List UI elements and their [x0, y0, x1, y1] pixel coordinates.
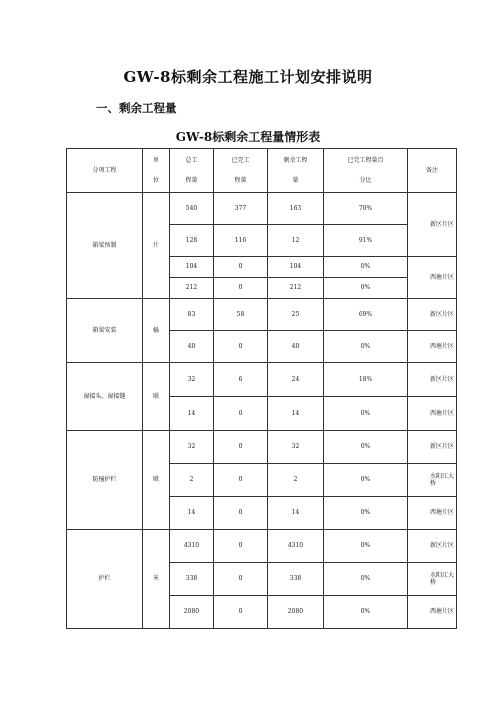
cell-remark: 新区片区: [408, 530, 457, 563]
cell-remaining: 40: [268, 331, 324, 363]
table-row: [67, 363, 457, 397]
cell-remaining: 104: [268, 257, 324, 278]
cell-total: 83: [170, 299, 214, 331]
table-title: GW-8标剩余工程量情形表: [175, 130, 321, 144]
cell-remark: 水阳江大桥: [408, 563, 457, 596]
cell-total: 128: [170, 225, 214, 257]
item-unit: 联: [143, 431, 170, 530]
cell-remaining: 12: [268, 225, 324, 257]
item-unit: 联: [143, 363, 170, 431]
cell-remark: 新区片区: [408, 299, 457, 331]
cell-done: 0: [214, 497, 268, 530]
cell-percent: 0%: [324, 431, 408, 464]
cell-done: 0: [214, 397, 268, 431]
cell-done: 0: [214, 464, 268, 497]
section-heading: 一、剩余工程量: [96, 101, 177, 115]
cell-total: 40: [170, 331, 214, 363]
header-total: 总工 程量: [170, 149, 214, 193]
cell-percent: 0%: [324, 563, 408, 596]
cell-total: 4310: [170, 530, 214, 563]
cell-percent: 69%: [324, 299, 408, 331]
cell-remark: 新区片区: [408, 431, 457, 464]
cell-remaining: 24: [268, 363, 324, 397]
document-title: GW-8标剩余工程施工计划安排说明: [123, 68, 373, 86]
cell-total: 14: [170, 397, 214, 431]
cell-remark: 新区片区: [408, 363, 457, 397]
cell-done: 0: [214, 331, 268, 363]
header-done: 已完工 程量: [214, 149, 268, 193]
cell-percent: 0%: [324, 497, 408, 530]
remaining-work-table: [66, 148, 457, 629]
item-unit: 片: [143, 193, 170, 299]
cell-remark: 新区片区: [408, 193, 457, 257]
cell-done: 0: [214, 596, 268, 629]
cell-percent: 0%: [324, 530, 408, 563]
cell-total: 14: [170, 497, 214, 530]
cell-remark: 水阳江大桥: [408, 464, 457, 497]
cell-remark: 西塘片区: [408, 257, 457, 299]
table-row: [67, 299, 457, 331]
header-percent: 已完工程量百 分比: [324, 149, 408, 193]
cell-total: 2080: [170, 596, 214, 629]
cell-percent: 0%: [324, 331, 408, 363]
cell-done: 377: [214, 193, 268, 225]
cell-remaining: 4310: [268, 530, 324, 563]
header-unit: 单 位: [143, 149, 170, 193]
cell-remaining: 338: [268, 563, 324, 596]
table-row: [67, 530, 457, 563]
cell-percent: 0%: [324, 257, 408, 278]
cell-remaining: 2: [268, 464, 324, 497]
cell-remaining: 32: [268, 431, 324, 464]
cell-percent: 0%: [324, 278, 408, 299]
cell-done: 6: [214, 363, 268, 397]
cell-total: 212: [170, 278, 214, 299]
cell-total: 338: [170, 563, 214, 596]
cell-done: 0: [214, 431, 268, 464]
header-remaining: 剩余工程 量: [268, 149, 324, 193]
item-name: 箱梁安装: [67, 299, 143, 363]
item-name: 湿接头、湿接缝: [67, 363, 143, 431]
cell-percent: 70%: [324, 193, 408, 225]
cell-done: 0: [214, 278, 268, 299]
cell-remark: 西塘片区: [408, 331, 457, 363]
cell-done: 58: [214, 299, 268, 331]
cell-remark: 西塘片区: [408, 497, 457, 530]
cell-done: 0: [214, 257, 268, 278]
item-unit: 米: [143, 530, 170, 629]
cell-total: 32: [170, 431, 214, 464]
header-item: 分项工程: [67, 149, 143, 193]
cell-percent: 0%: [324, 397, 408, 431]
cell-remaining: 14: [268, 397, 324, 431]
cell-remaining: 212: [268, 278, 324, 299]
cell-total: 104: [170, 257, 214, 278]
cell-total: 2: [170, 464, 214, 497]
cell-done: 116: [214, 225, 268, 257]
item-unit: 榀: [143, 299, 170, 363]
cell-remaining: 25: [268, 299, 324, 331]
cell-total: 540: [170, 193, 214, 225]
cell-percent: 18%: [324, 363, 408, 397]
cell-remark: 西塘片区: [408, 397, 457, 431]
cell-remark: 西塘片区: [408, 596, 457, 629]
cell-total: 32: [170, 363, 214, 397]
cell-percent: 91%: [324, 225, 408, 257]
header-remark: 备注: [408, 149, 457, 193]
table-row: [67, 193, 457, 225]
table-row: [67, 431, 457, 464]
item-name: 防撞护栏: [67, 431, 143, 530]
table-header-row: [67, 149, 457, 193]
cell-done: 0: [214, 530, 268, 563]
cell-percent: 0%: [324, 464, 408, 497]
cell-percent: 0%: [324, 596, 408, 629]
cell-remaining: 2080: [268, 596, 324, 629]
cell-remaining: 14: [268, 497, 324, 530]
item-name: 护栏: [67, 530, 143, 629]
item-name: 箱梁预制: [67, 193, 143, 299]
cell-remaining: 163: [268, 193, 324, 225]
cell-done: 0: [214, 563, 268, 596]
